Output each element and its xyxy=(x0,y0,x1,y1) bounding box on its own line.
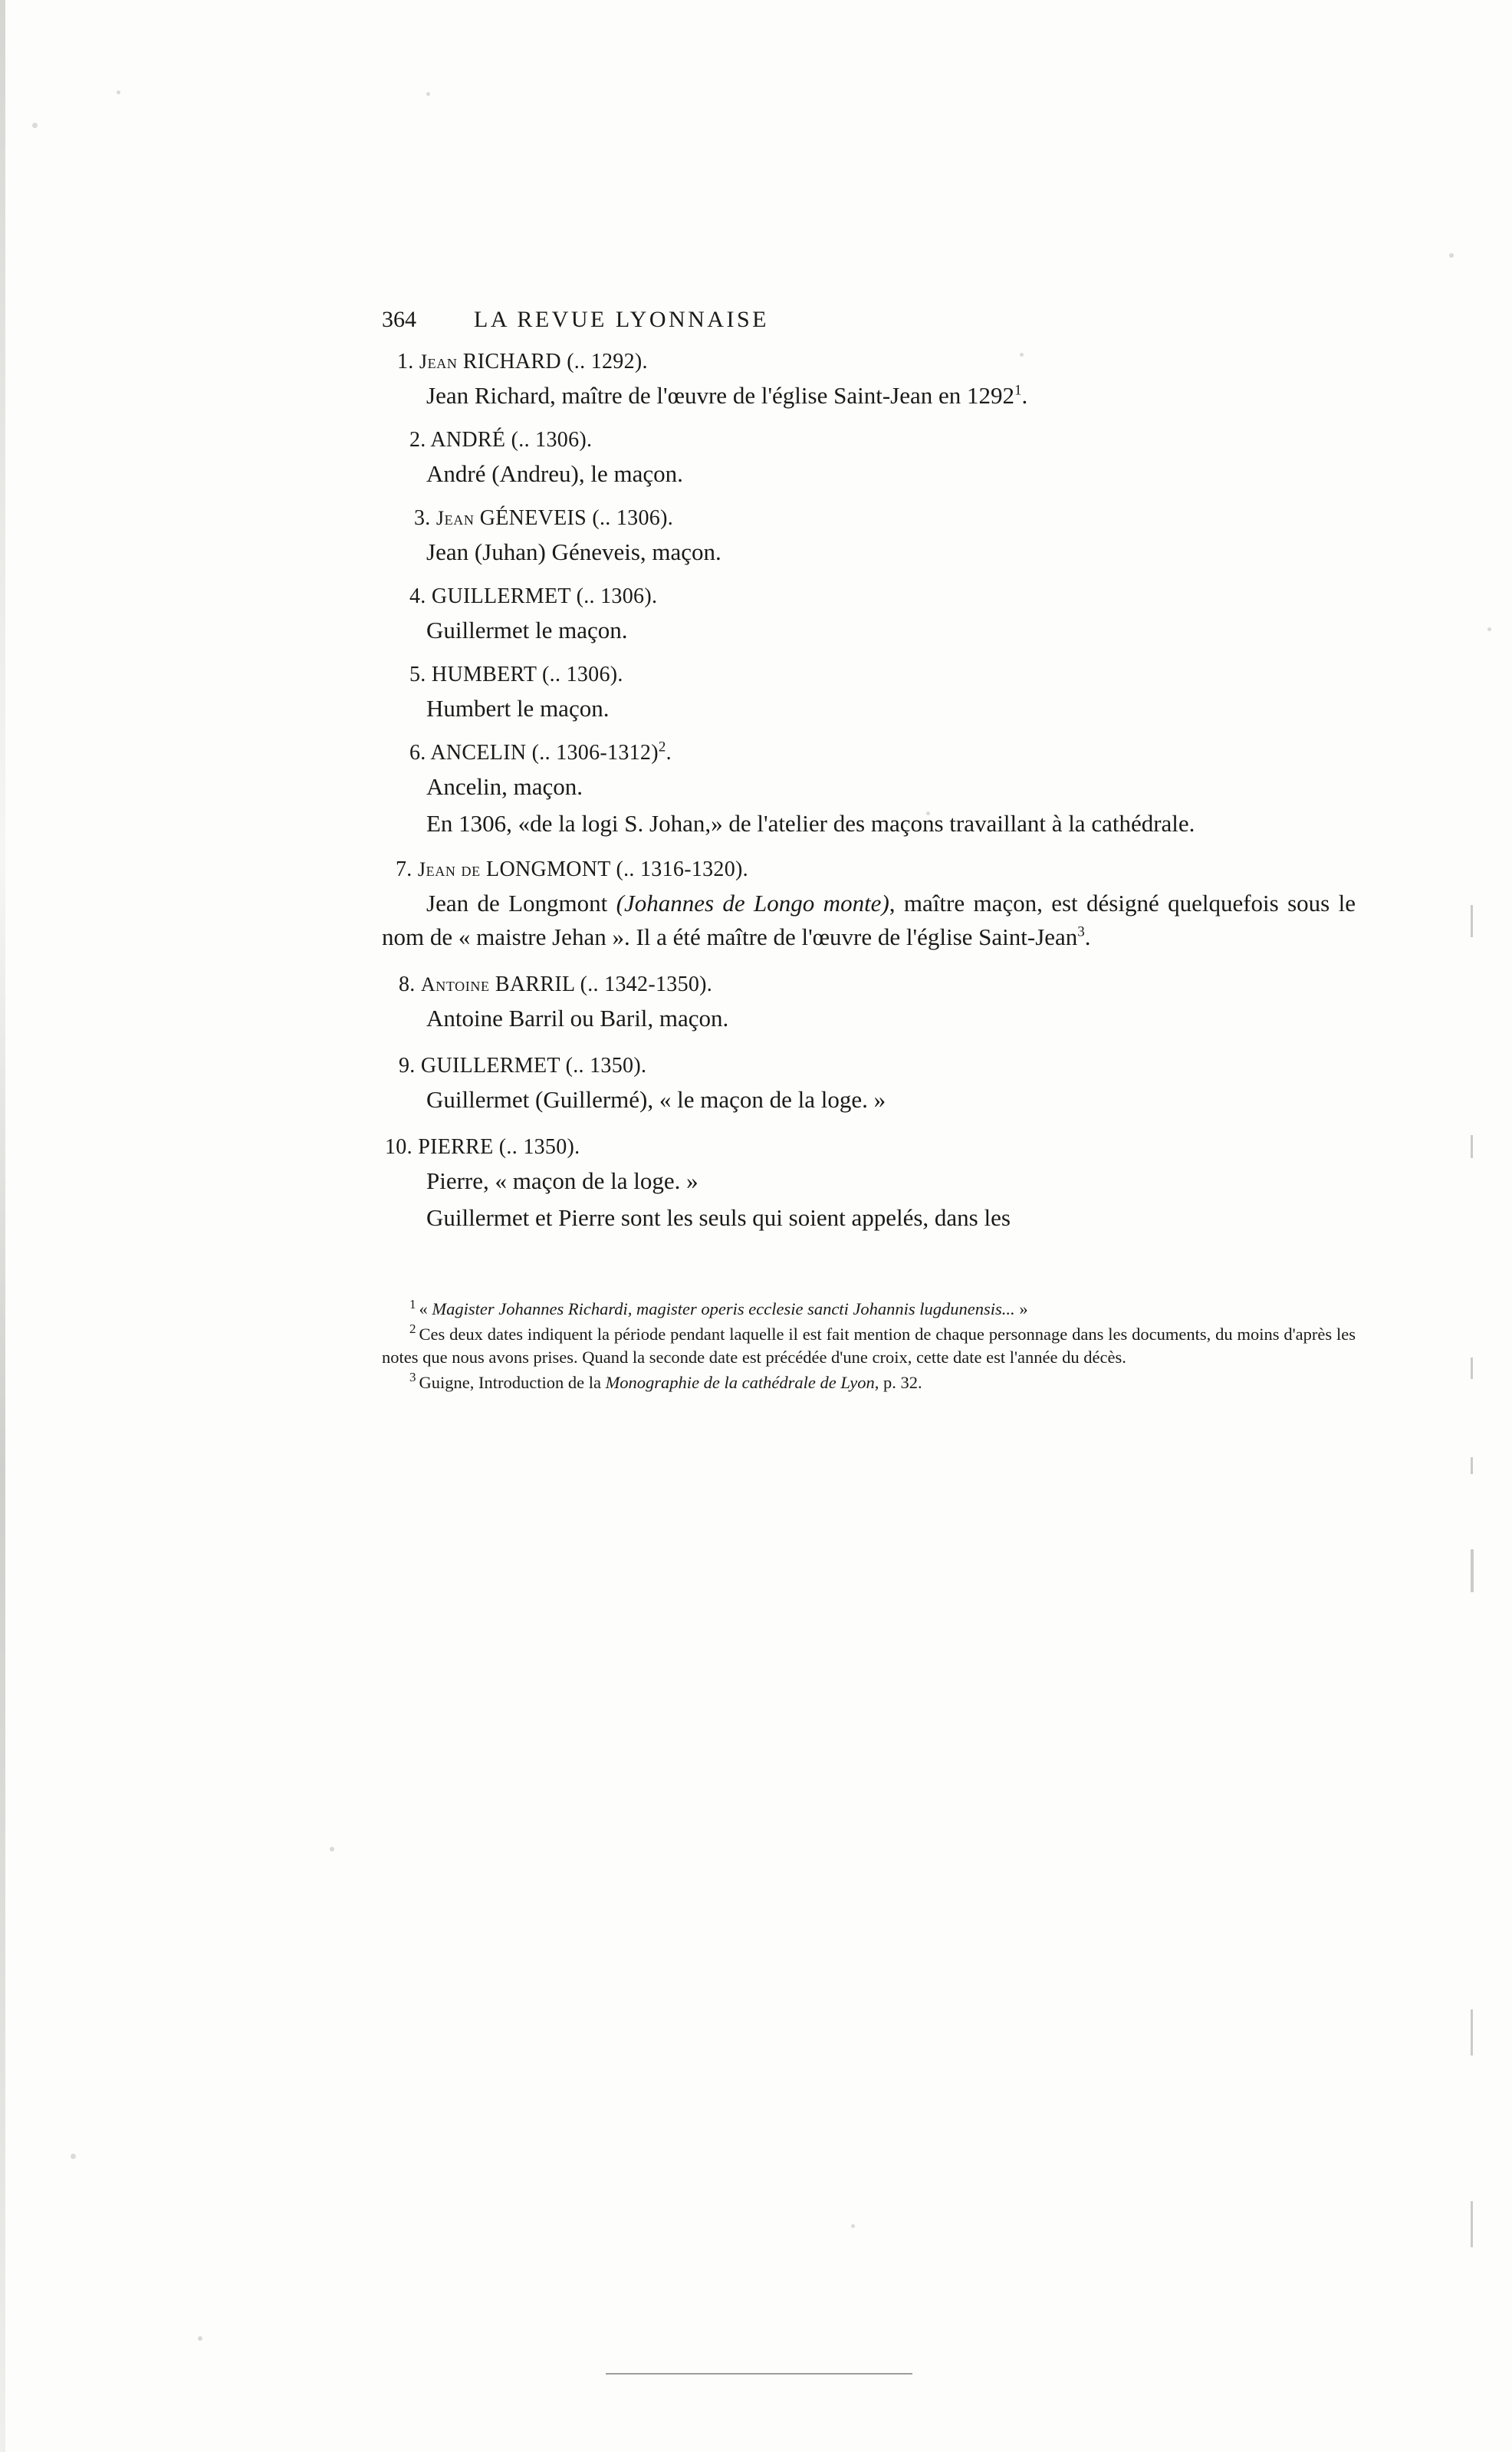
margin-mark xyxy=(1471,2009,1473,2055)
entry-9 xyxy=(382,1054,1356,1117)
entry-body-text: Humbert le maçon. xyxy=(426,695,610,722)
entry-surname: ANDRÉ xyxy=(430,428,506,453)
entry-dates: (.. 1350). xyxy=(565,1054,647,1078)
entry-body xyxy=(382,614,1356,647)
footnote-latin: Magister Johannes Richardi, magister operis ecclesie sancti Johannis lugdunensis... xyxy=(432,1299,1015,1319)
entry-body xyxy=(382,1164,1356,1198)
entry-body-text: Ancelin, maçon. xyxy=(426,773,583,801)
footnote-pre: Guigne, Introduction de la xyxy=(419,1372,606,1392)
entry-5 xyxy=(382,663,1356,726)
entry-body xyxy=(382,1002,1356,1035)
entry-body xyxy=(382,770,1356,804)
entry-10 xyxy=(382,1135,1356,1235)
entry-body xyxy=(382,535,1356,569)
entry-dates: (.. 1316-1320). xyxy=(616,857,748,882)
entry-heading xyxy=(382,428,1356,453)
entry-number: 9. xyxy=(399,1054,416,1078)
entry-body-text: Guillermet et Pierre sont les seuls qui soient appelés, dans les xyxy=(426,1204,1011,1232)
entry-heading xyxy=(382,350,1356,374)
entry-body-text: Jean (Juhan) Géneveis, maçon. xyxy=(426,538,721,566)
running-head xyxy=(382,307,1356,333)
entry-body-post: , maître maçon, est désigné quelquefois sous le nom de « maistre Jehan ». Il a été maître de l'œuvre de l'église Saint-Jean xyxy=(382,890,1356,951)
entry-dates: (.. 1306). xyxy=(576,584,658,609)
entry-surname: BARRIL xyxy=(495,973,575,997)
scan-speck xyxy=(32,123,38,128)
entry-dates: (.. 1306). xyxy=(542,663,623,687)
entry-3 xyxy=(382,506,1356,569)
footnote-1 xyxy=(382,1298,1356,1321)
footnote-pre: « xyxy=(419,1299,432,1319)
footnote-text: Ces deux dates indiquent la période pendant laquelle il est fait mention de chaque personnage dans les documents, du moins d'après les notes que nous avons prises. Quand la seconde date est précédée d'une croix, cette date est l'année du décès. xyxy=(382,1324,1356,1368)
entry-surname: GUILLERMET xyxy=(420,1054,560,1078)
entry-body-pre: Jean de Longmont xyxy=(426,890,616,917)
entry-body xyxy=(382,379,1356,413)
entry-1 xyxy=(382,350,1356,413)
margin-mark xyxy=(1471,1549,1474,1592)
scan-speck xyxy=(330,1847,334,1851)
scan-speck xyxy=(426,92,430,96)
page-edge-shadow xyxy=(0,0,5,2452)
entry-number: 7. xyxy=(396,857,413,882)
entry-dates: (.. 1292). xyxy=(567,350,648,374)
entry-number: 5. xyxy=(409,663,426,687)
entry-heading xyxy=(382,663,1356,687)
entry-number: 2. xyxy=(409,428,426,453)
entry-body-latin: (Johannes de Longo monte) xyxy=(616,890,889,917)
page-folio: 364 xyxy=(382,307,416,332)
entry-heading xyxy=(382,857,1356,882)
entry-dates: (.. 1306). xyxy=(592,506,673,531)
entry-body-text: Guillermet (Guillermé), « le maçon de la loge. » xyxy=(426,1086,886,1114)
margin-mark xyxy=(1471,2201,1473,2247)
margin-mark xyxy=(1471,905,1473,937)
entry-6 xyxy=(382,741,1356,841)
entry-surname: ANCELIN xyxy=(430,741,527,765)
scan-speck xyxy=(117,91,120,94)
entry-number: 1. xyxy=(397,350,414,374)
footnote-ref: 3 xyxy=(1077,923,1085,940)
entry-body xyxy=(382,1083,1356,1117)
entry-surname: HUMBERT xyxy=(431,663,537,687)
entry-dates: (.. 1306-1312) xyxy=(531,741,659,765)
entry-body-text: Jean Richard, maître de l'œuvre de l'église Saint-Jean en 1292 xyxy=(426,382,1014,409)
entry-heading xyxy=(382,973,1356,997)
entry-body-text: Guillermet le maçon. xyxy=(426,617,628,644)
entry-heading xyxy=(382,1135,1356,1160)
scan-speck xyxy=(71,2154,76,2159)
entry-number: 4. xyxy=(409,584,426,609)
entry-surname: GUILLERMET xyxy=(431,584,571,609)
entry-heading xyxy=(382,741,1356,765)
footnote-marker: 1 xyxy=(409,1296,416,1312)
scan-speck xyxy=(198,2336,202,2341)
entry-heading xyxy=(382,584,1356,609)
entry-number: 6. xyxy=(409,741,426,765)
footnote-ref: 2 xyxy=(658,739,666,755)
entry-heading xyxy=(382,1054,1356,1078)
entry-body-2 xyxy=(382,807,1356,841)
entry-surname: LONGMONT xyxy=(486,857,611,882)
footnote-3 xyxy=(382,1371,1356,1395)
entry-8 xyxy=(382,973,1356,1035)
footnote-marker: 2 xyxy=(409,1321,416,1337)
footnote-2 xyxy=(382,1323,1356,1370)
entry-body xyxy=(382,692,1356,726)
entry-dates: (.. 1342-1350). xyxy=(580,973,713,997)
footnote-post: » xyxy=(1014,1299,1028,1319)
scan-speck xyxy=(851,2224,855,2228)
entry-surname: PIERRE xyxy=(418,1135,494,1160)
entry-body-tail: . xyxy=(1084,923,1091,951)
entry-2 xyxy=(382,428,1356,491)
entry-dates: (.. 1306). xyxy=(511,428,593,453)
footnote-marker: 3 xyxy=(409,1370,416,1385)
entry-dates-tail: . xyxy=(666,741,672,765)
entry-body-text: En 1306, «de la logi S. Johan,» de l'atelier des maçons travaillant à la cathédrale. xyxy=(426,810,1195,838)
entry-body-text: Pierre, « maçon de la loge. » xyxy=(426,1167,698,1195)
entry-number: 10. xyxy=(385,1135,413,1160)
entry-surname: GÉNEVEIS xyxy=(479,506,587,531)
entry-heading xyxy=(382,506,1356,531)
footnote-ref: 1 xyxy=(1014,382,1022,399)
entry-4 xyxy=(382,584,1356,647)
entry-firstname: Jean xyxy=(436,507,475,530)
entry-body-text: Antoine Barril ou Baril, maçon. xyxy=(426,1005,729,1032)
entry-number: 8. xyxy=(399,973,416,997)
page-bottom-rule xyxy=(606,2373,912,2375)
margin-mark xyxy=(1471,1358,1473,1379)
running-title: LA REVUE LYONNAISE xyxy=(474,307,769,332)
margin-mark xyxy=(1471,1457,1473,1474)
scan-speck xyxy=(1487,627,1491,631)
entry-dates: (.. 1350). xyxy=(498,1135,580,1160)
margin-mark xyxy=(1471,1135,1473,1158)
entry-body-text: André (Andreu), le maçon. xyxy=(426,460,683,488)
entry-firstname: Jean de xyxy=(417,858,481,881)
entry-body xyxy=(382,887,1356,954)
entry-number: 3. xyxy=(414,506,431,531)
entry-body xyxy=(382,457,1356,491)
entry-firstname: Antoine xyxy=(420,973,490,996)
entry-firstname: Jean xyxy=(419,351,458,373)
entry-body-2 xyxy=(382,1201,1356,1235)
scan-speck xyxy=(1449,253,1454,258)
page-content xyxy=(382,307,1356,1397)
footnote-title: Monographie de la cathédrale de Lyon xyxy=(605,1372,875,1392)
entry-body-tail: . xyxy=(1021,382,1028,409)
footnotes xyxy=(382,1298,1356,1394)
entry-surname: RICHARD xyxy=(462,350,561,374)
entry-7 xyxy=(382,857,1356,954)
footnote-post: , p. 32. xyxy=(874,1372,922,1392)
